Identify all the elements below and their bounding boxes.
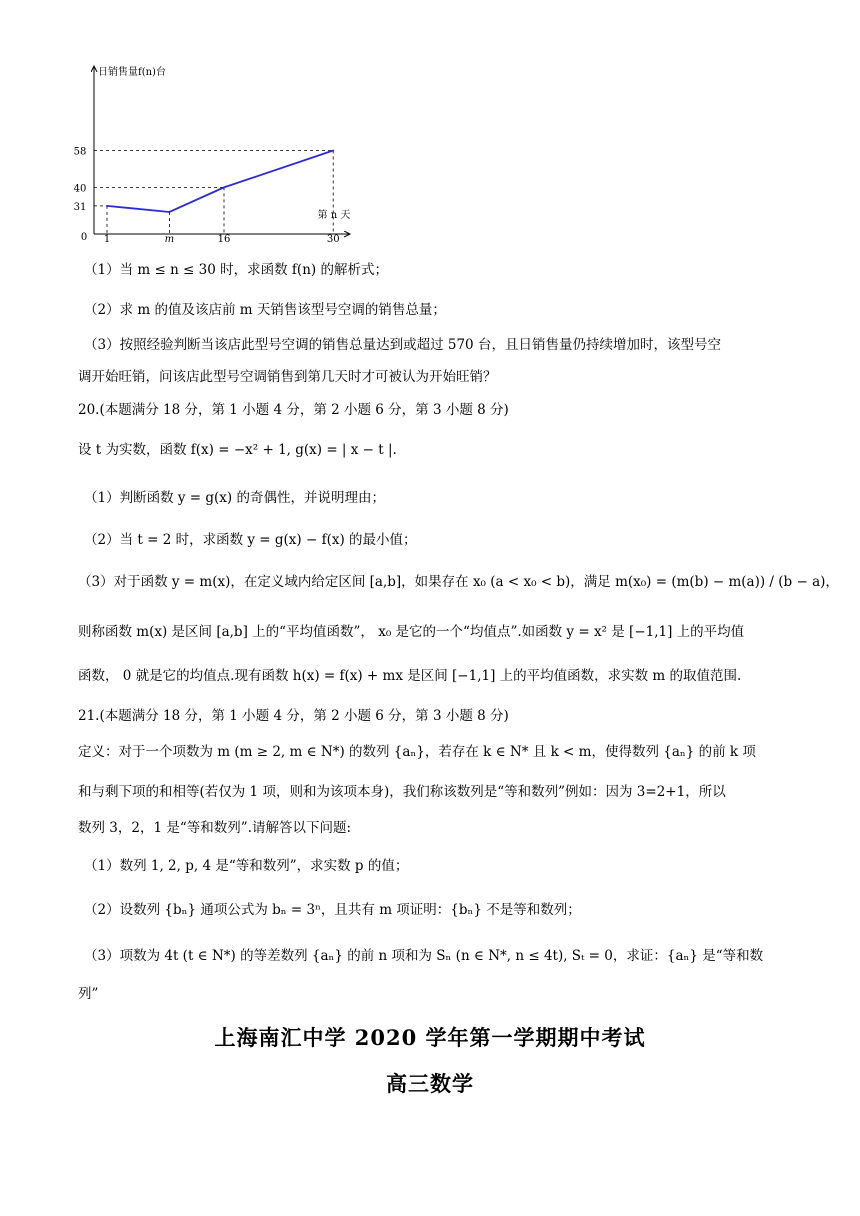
q19-part2: （2）求 m 的值及该店前 m 天销售该型号空调的销售总量； bbox=[84, 302, 446, 318]
q20-part3-line1: （3）对于函数 y = m(x)，在定义域内给定区间 [a,b]，如果存在 x₀ (a < x₀ < b)，满足 m(x₀) = (m(b) − m(a)) / (b − a)， bbox=[78, 574, 839, 590]
x-axis-label: 第 n 天 bbox=[317, 210, 351, 221]
q19-part3-line2: 调开始旺销，问该店此型号空调销售到第几天时才可被认为开始旺销？ bbox=[78, 369, 497, 385]
sales-chart bbox=[62, 58, 362, 248]
data-point bbox=[106, 205, 108, 207]
q21-part3-line1: （3）项数为 4t (t ∈ N*) 的等差数列 {aₙ} 的前 n 项和为 Sₙ (n ∈ N*, n ≤ 4t), Sₜ = 0，求证：{aₙ} 是“等和数 bbox=[84, 948, 764, 964]
y-tick-label: 31 bbox=[73, 201, 87, 213]
q20-part3-line3: 函数， 0 就是它的均值点.现有函数 h(x) = f(x) + mx 是区间 [−1,1] 上的平均值函数，求实数 m 的取值范围. bbox=[78, 668, 742, 684]
sales-series-line bbox=[107, 151, 333, 213]
q21-definition-line2: 和与剩下项的和相等(若仅为 1 项，则和为该项本身)，我们称该数列是“等和数列”例如：因为 3=2+1，所以 bbox=[78, 784, 726, 800]
x-tick-label: 1 bbox=[103, 234, 111, 245]
q20-intro: 设 t 为实数，函数 f(x) = −x² + 1, g(x) = | x − t |. bbox=[78, 442, 397, 458]
q21-part3-line2: 列” bbox=[78, 986, 99, 1002]
q21-heading: 21.(本题满分 18 分，第 1 小题 4 分，第 2 小题 6 分，第 3 小题 8 分) bbox=[78, 708, 509, 724]
x-tick-label: 30 bbox=[326, 234, 340, 245]
data-point bbox=[169, 211, 171, 213]
q21-part1: （1）数列 1, 2, p, 4 是“等和数列”，求实数 p 的值； bbox=[84, 858, 409, 874]
sales-line-chart bbox=[62, 58, 362, 248]
q21-definition-line3: 数列 3，2，1 是“等和数列”.请解答以下问题: bbox=[78, 820, 351, 836]
y-tick-label: 58 bbox=[73, 146, 87, 158]
q21-part2: （2）设数列 {bₙ} 通项公式为 bₙ = 3ⁿ，且共有 m 项证明：{bₙ} 不是等和数列； bbox=[84, 902, 581, 918]
data-point bbox=[223, 187, 225, 189]
origin-label: 0 bbox=[80, 232, 88, 243]
q19-part1: （1）当 m ≤ n ≤ 30 时，求函数 f(n) 的解析式； bbox=[84, 262, 388, 278]
x-tick-label: m bbox=[164, 234, 175, 245]
q19-part3-line1: （3）按照经验判断当该店此型号空调的销售总量达到或超过 570 台，且日销售量仍持续增加时，该型号空 bbox=[84, 337, 721, 353]
q20-heading: 20.(本题满分 18 分，第 1 小题 4 分，第 2 小题 6 分，第 3 小题 8 分) bbox=[78, 402, 509, 418]
q20-part3-line2: 则称函数 m(x) 是区间 [a,b] 上的“平均值函数”， x₀ 是它的一个“均值点”.如函数 y = x² 是 [−1,1] 上的平均值 bbox=[78, 624, 745, 640]
y-axis-label: 日销售量f(n)台 bbox=[98, 67, 166, 78]
data-point bbox=[332, 150, 334, 152]
exam-subject: 高三数学 bbox=[386, 1071, 474, 1096]
q20-part2: （2）当 t = 2 时，求函数 y = g(x) − f(x) 的最小值； bbox=[84, 532, 417, 548]
x-tick-label: 16 bbox=[217, 234, 231, 245]
y-tick-label: 40 bbox=[73, 183, 87, 195]
q20-part1: （1）判断函数 y = g(x) 的奇偶性，并说明理由； bbox=[84, 490, 385, 506]
exam-title: 上海南汇中学 2020 学年第一学期期中考试 bbox=[214, 1025, 646, 1050]
q21-definition-line1: 定义：对于一个项数为 m (m ≥ 2, m ∈ N*) 的数列 {aₙ}，若存在 k ∈ N* 且 k < m，使得数列 {aₙ} 的前 k 项 bbox=[78, 744, 756, 760]
